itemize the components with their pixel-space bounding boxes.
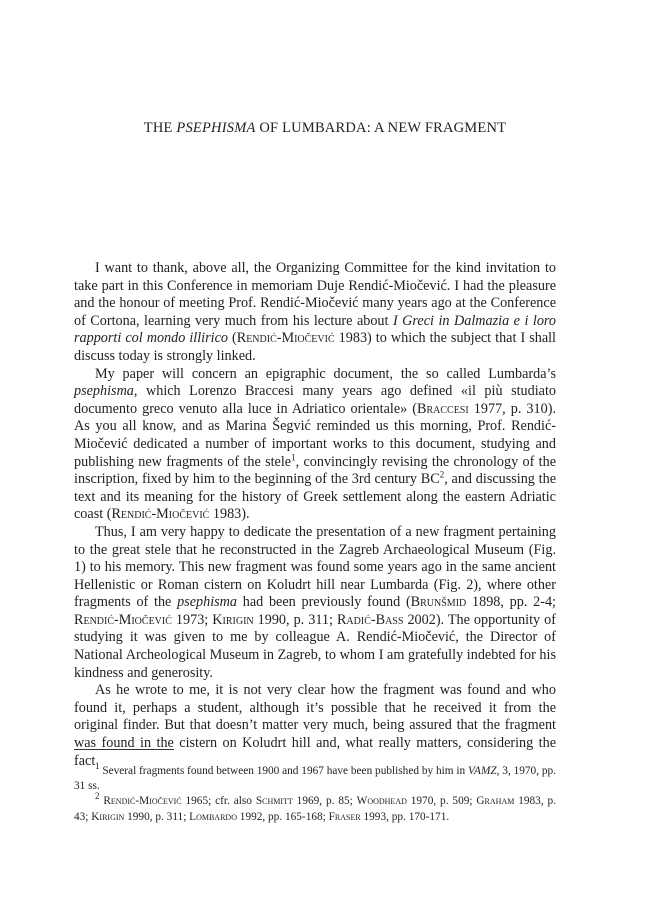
text-run: 1898, pp. 2-4; [466,594,556,611]
footnote-ref-1[interactable]: 1 [291,451,296,462]
footnote-number: 2 [95,791,100,802]
text-run: ( [227,330,237,347]
footnotes [74,761,557,825]
text-run: 1990, p. 311; [124,810,190,823]
paragraph-3 [74,524,556,682]
text-run: Several fragments found between 1900 and 1967 have been published by him in [99,765,468,777]
text-run: had been previously found ( [237,594,411,611]
text-run: 1992, pp. 165-168; [236,810,329,823]
citation-author: Rendić-Miočević [103,795,182,808]
text-run: 1993, pp. 170-171. [360,810,450,823]
citation-author: Woodhead [356,795,407,808]
italic-run: psephisma [74,383,134,400]
text-run: 2002). The opportunity of studying it was given to me by colleague A. Rendić-Miočević, the Director of National Archeological Museum in Zagreb, to whom I am gratefully indebted for his kindness and generosity. [74,611,556,681]
citation-author: Schmitt [255,795,293,808]
text-run: My paper will concern an epigraphic document, the so called Lumbarda’s [95,365,556,382]
text-run: 1969, p. 85; [292,795,357,808]
text-run: 1990, p. 311; [253,611,337,628]
text-run: As he wrote to me, it is not very clear how the fragment was found and who found it, perhaps a student, although it’s possible that he received it from the original finder. But that doesn’t matter very much, being assured that the fragment was found in the cistern on Koludrt hill and, what really matters, considering the fact [74,682,556,769]
footnote-divider [74,749,174,750]
citation-author: Rendić-Miočević [111,506,210,523]
title-suffix: OF LUMBARDA: A NEW FRAGMENT [255,120,507,136]
text-run: 1983). [209,506,250,523]
citation-author: Rendić-Miočević [74,611,172,628]
paragraph-1 [74,260,556,366]
citation-author: Kirigin [212,611,254,628]
citation-author: Graham [476,795,515,808]
text-run: Thus, I am very happy to dedicate the presentation of a new fragment pertaining to the great stele that he reconstructed in the Zagreb Archaeological Museum (Fig. 1) to his memory. This new fragment was found some years ago in the same ancient Hellenistic or Roman cistern on Koludrt hill near Lumbarda (Fig. 2), where other fragments of the [74,523,556,611]
text-run: , which Lorenzo Braccesi many years ago defined «il più studiato documento greco venuto alla luce in Adriatico orientale» ( [74,383,556,417]
title-prefix: THE [143,120,177,136]
page-title [0,120,650,137]
footnote-ref-2[interactable]: 2 [439,469,445,480]
text-run: 1970, p. 509; [406,795,477,808]
paragraph-4 [74,682,556,770]
main-text [74,260,556,770]
italic-run: I Greci in Dalmazia e i loro rapporti col mondo illirico [74,312,556,347]
text-run: 1977, p. 310). As you all know, and as Marina Šegvić reminded us this morning, Prof. Rendić-Miočević dedicated a number of important works to this document, studying and publishing new fragments of the stele [74,400,556,470]
footnote-2 [74,791,557,824]
citation-author: Lombardo [189,810,237,823]
citation-author: Rendić-Miočević [236,330,335,347]
title-emphasis: PSEPHISMA [176,120,256,136]
footnote-1 [74,761,556,794]
text-run: 1983) to which the subject that I shall discuss today is strongly linked. [74,330,557,364]
citation-author: Fraser [328,810,361,823]
text-run: 1965; cfr. also [181,795,256,808]
text-run: , convincingly revising the chronology of the inscription, fixed by him to the beginning of the 3rd century BC [74,453,556,488]
text-run: , 3, 1970, pp. 31 ss. [74,765,556,793]
citation-author: Brunšmid [410,594,467,611]
citation-author: Kirigin [91,810,125,823]
footnote-number: 1 [95,761,100,772]
text-run: 1983, p. 43; [74,795,557,823]
italic-run: psephisma [177,594,237,611]
citation-author: Radić-Bass [336,611,404,628]
text-run: I want to thank, above all, the Organizing Committee for the kind invitation to take part in this Conference in memoriam Duje Rendić-Miočević. I had the pleasure and the honour of meeting Prof. Rendić-Miočević many years ago at the Conference of Cortona, learning very much from his lecture about [74,260,556,329]
text-run: 1973; [171,611,213,628]
italic-run: VAMZ [467,765,497,777]
paragraph-2 [74,366,556,524]
text-run: , and discussing the text and its meaning for the history of Greek settlement along the eastern Adriatic coast ( [74,471,556,523]
citation-author: Braccesi [417,400,469,417]
